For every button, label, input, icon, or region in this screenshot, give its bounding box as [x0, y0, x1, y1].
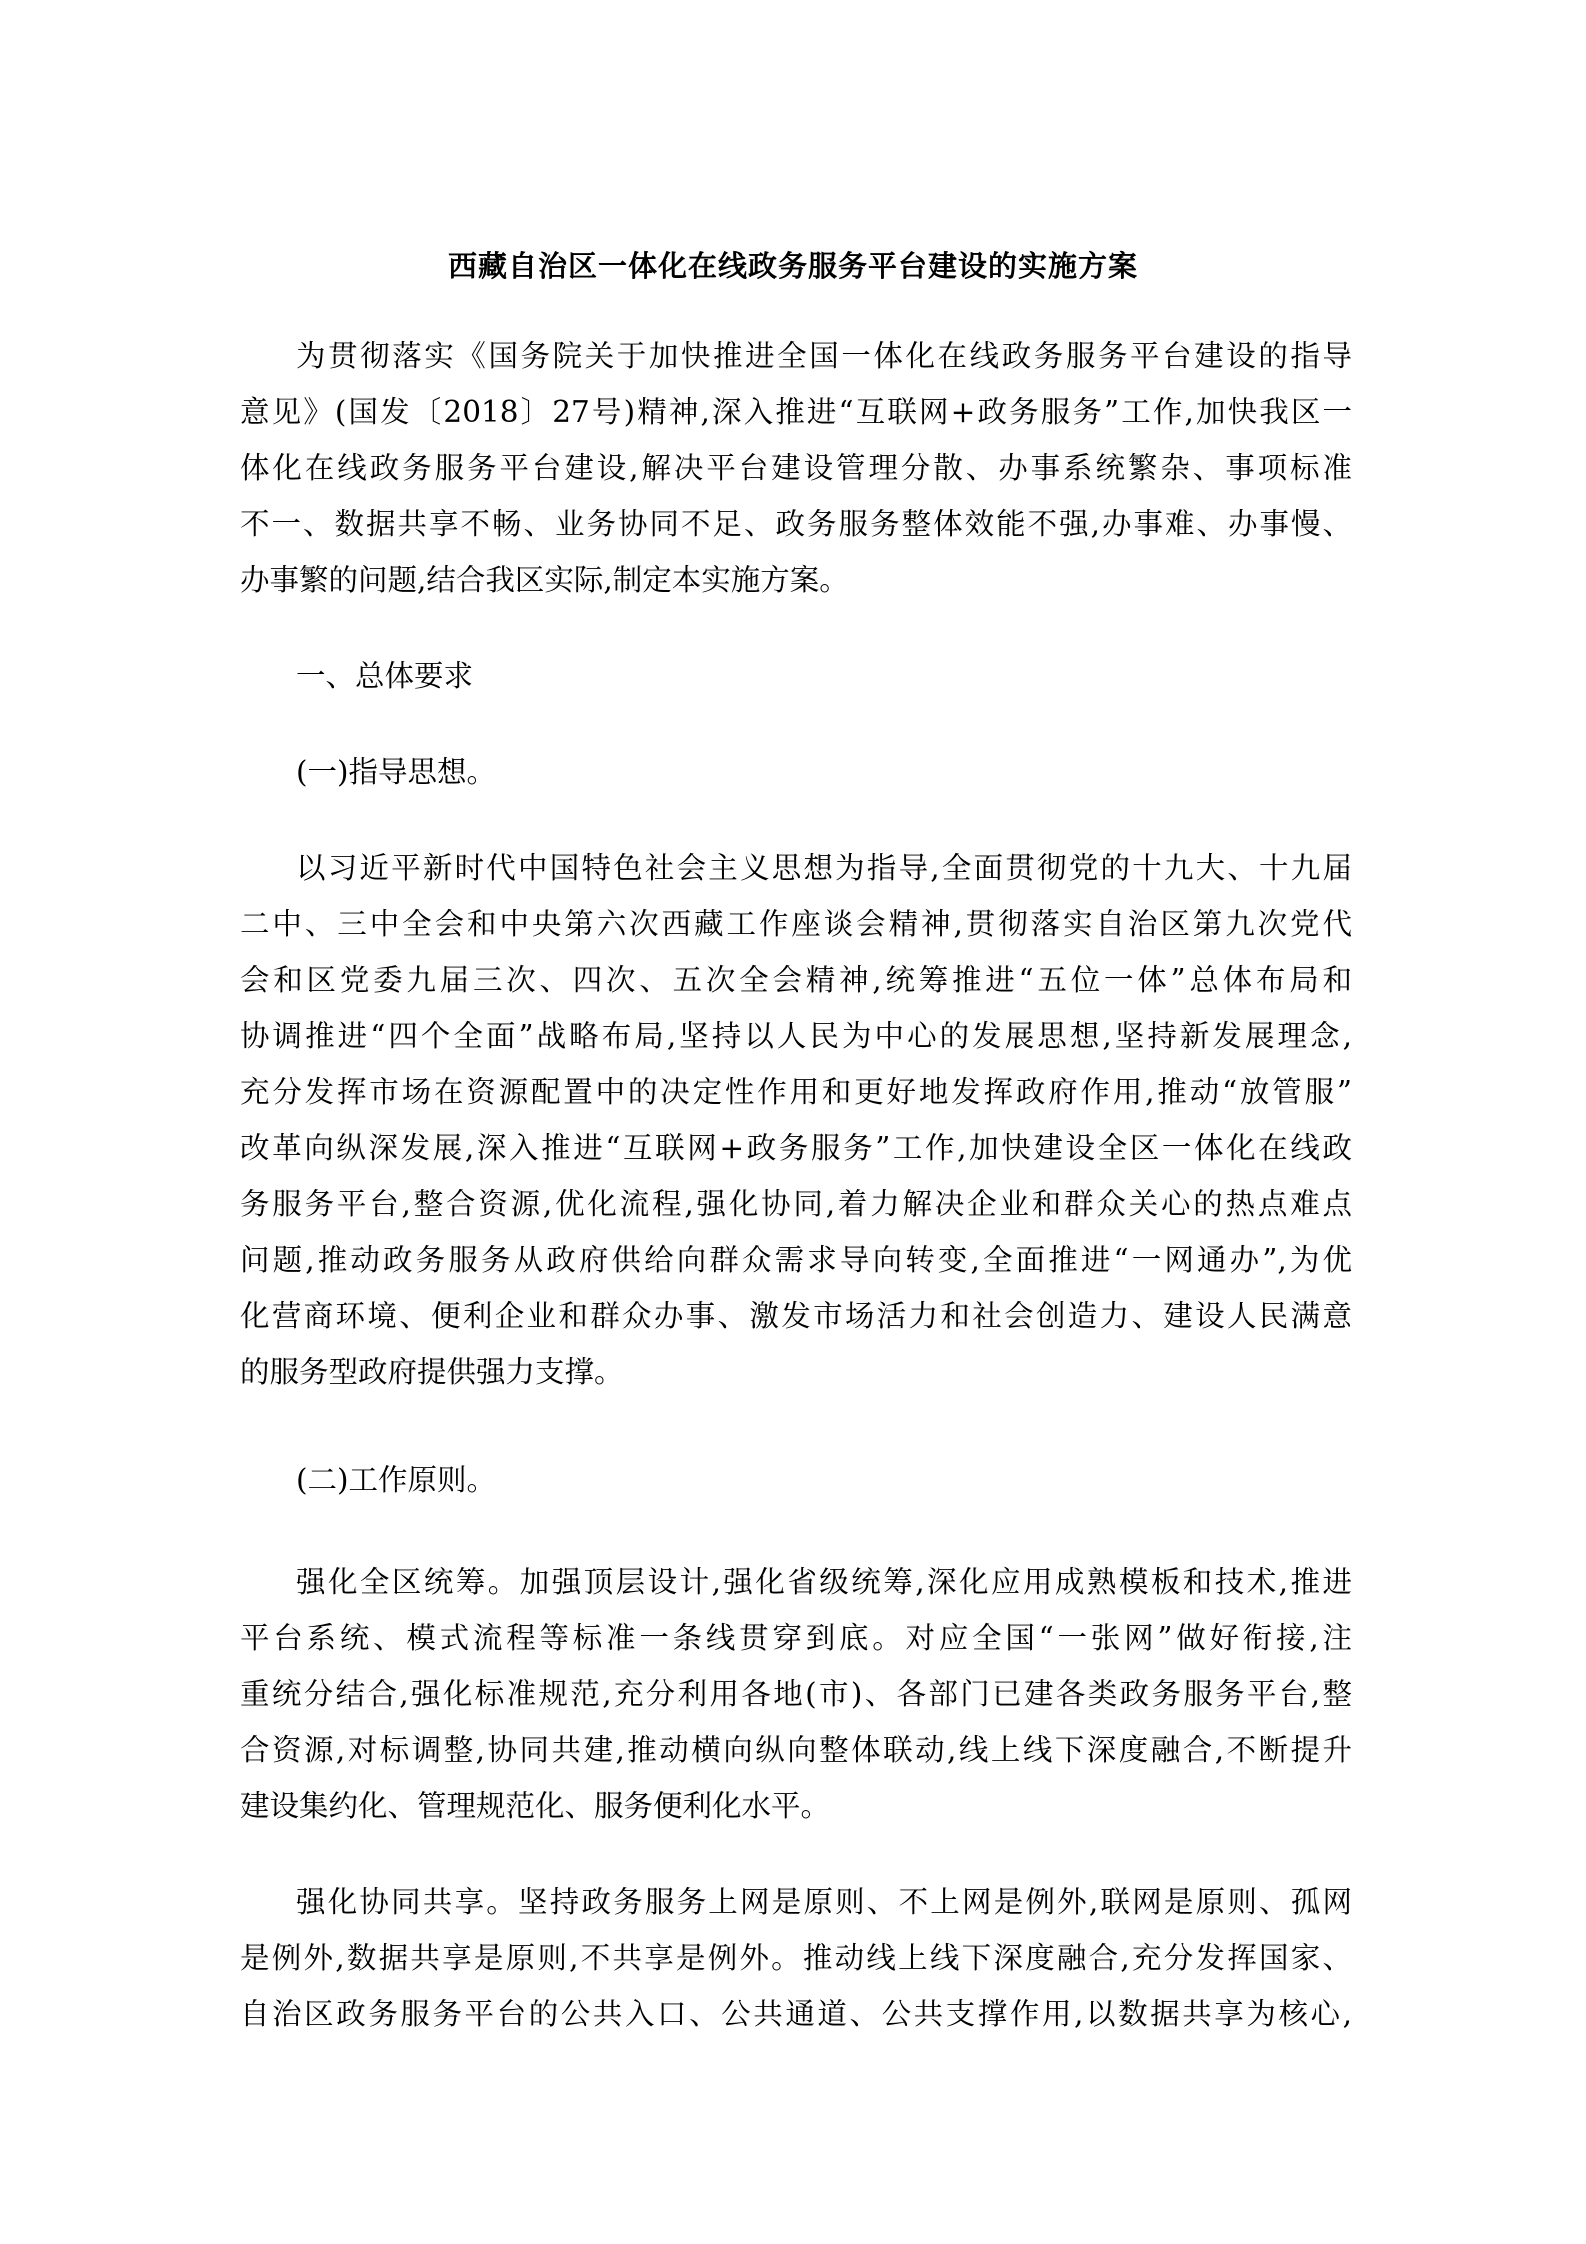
- paragraph-line: 化营商环境、便利企业和群众办事、激发市场活力和社会创造力、建设人民满意: [240, 1299, 1352, 1333]
- intro-line: 体化在线政务服务平台建设,解决平台建设管理分散、办事系统繁杂、事项标准: [240, 451, 1352, 485]
- paragraph-line: 二中、三中全会和中央第六次西藏工作座谈会精神,贯彻落实自治区第九次党代: [240, 907, 1352, 941]
- intro-line: 为贯彻落实《国务院关于加快推进全国一体化在线政务服务平台建设的指导: [296, 339, 1352, 373]
- paragraph-line: 建设集约化、管理规范化、服务便利化水平。: [240, 1789, 831, 1823]
- intro-line: 意见》(国发〔2018〕27号)精神,深入推进“互联网+政务服务”工作,加快我区一: [240, 395, 1352, 429]
- paragraph-line: 的服务型政府提供强力支撑。: [240, 1355, 624, 1389]
- intro-line: 不一、数据共享不畅、业务协同不足、政务服务整体效能不强,办事难、办事慢、: [240, 507, 1352, 541]
- paragraph-line: 问题,推动政务服务从政府供给向群众需求导向转变,全面推进“一网通办”,为优: [240, 1243, 1352, 1277]
- paragraph-line: 改革向纵深发展,深入推进“互联网+政务服务”工作,加快建设全区一体化在线政: [240, 1131, 1352, 1165]
- paragraph-line: 协调推进“四个全面”战略布局,坚持以人民为中心的发展思想,坚持新发展理念,: [240, 1019, 1352, 1053]
- section-heading: 一、总体要求: [296, 659, 474, 693]
- paragraph-line: 自治区政务服务平台的公共入口、公共通道、公共支撑作用,以数据共享为核心,: [240, 1997, 1352, 2031]
- document-title: 西藏自治区一体化在线政务服务平台建设的实施方案: [447, 249, 1138, 283]
- paragraph-line: 强化协同共享。坚持政务服务上网是原则、不上网是例外,联网是原则、孤网: [296, 1885, 1352, 1919]
- paragraph-line: 平台系统、模式流程等标准一条线贯穿到底。对应全国“一张网”做好衔接,注: [240, 1621, 1352, 1655]
- paragraph-line: 合资源,对标调整,协同共建,推动横向纵向整体联动,线上线下深度融合,不断提升: [240, 1733, 1352, 1767]
- paragraph-line: 务服务平台,整合资源,优化流程,强化协同,着力解决企业和群众关心的热点难点: [240, 1187, 1352, 1221]
- paragraph-line: 充分发挥市场在资源配置中的决定性作用和更好地发挥政府作用,推动“放管服”: [240, 1075, 1352, 1109]
- paragraph-line: 强化全区统筹。加强顶层设计,强化省级统筹,深化应用成熟模板和技术,推进: [296, 1565, 1352, 1599]
- intro-line: 办事繁的问题,结合我区实际,制定本实施方案。: [240, 563, 849, 597]
- paragraph-line: 重统分结合,强化标准规范,充分利用各地(市)、各部门已建各类政务服务平台,整: [240, 1677, 1352, 1711]
- paragraph-line: 以习近平新时代中国特色社会主义思想为指导,全面贯彻党的十九大、十九届: [296, 851, 1352, 885]
- subsection-heading: (二)工作原则。: [296, 1463, 497, 1497]
- paragraph-line: 是例外,数据共享是原则,不共享是例外。推动线上线下深度融合,充分发挥国家、: [240, 1941, 1352, 1975]
- paragraph-line: 会和区党委九届三次、四次、五次全会精神,统筹推进“五位一体”总体布局和: [240, 963, 1352, 997]
- subsection-heading: (一)指导思想。: [296, 755, 497, 789]
